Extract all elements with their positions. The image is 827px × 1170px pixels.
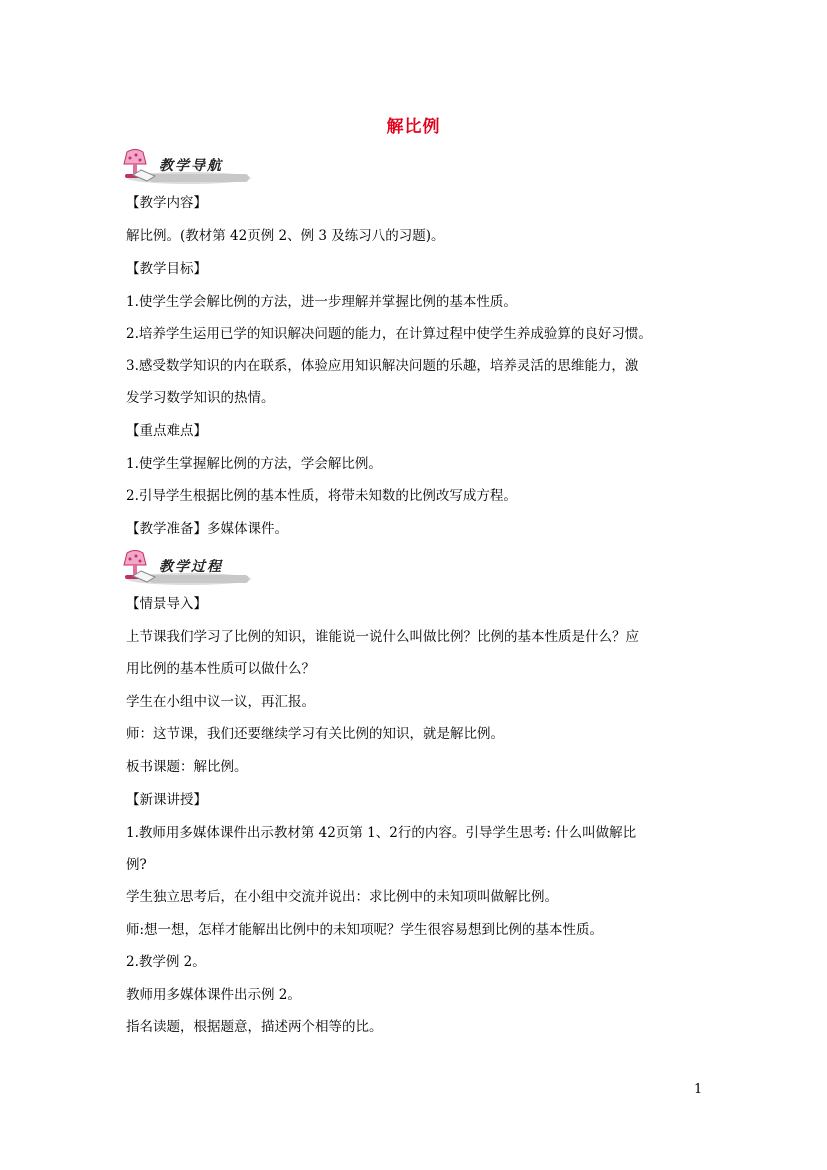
- line: 1.教师用多媒体课件出示教材第 42页第 1、2行的内容。引导学生思考: 什么叫做解比: [126, 825, 637, 841]
- line: 1.使学生学会解比例的方法，进一步理解并掌握比例的基本性质。: [126, 294, 517, 310]
- line: 【教学内容】: [126, 195, 207, 211]
- document-title: 解比例: [386, 117, 441, 137]
- line: 板书课题：解比例。: [126, 759, 248, 775]
- line: 上节课我们学习了比例的知识，谁能说一说什么叫做比例？比例的基本性质是什么？应: [126, 629, 639, 645]
- line: 【重点难点】: [126, 423, 207, 439]
- line: 师:想一想，怎样才能解出比例中的未知项呢？学生很容易想到比例的基本性质。: [126, 922, 604, 938]
- line: 师：这节课，我们还要继续学习有关比例的知识，就是解比例。: [126, 726, 504, 742]
- line: 2.培养学生运用已学的知识解决问题的能力，在计算过程中使学生养成验算的良好习惯。: [126, 326, 652, 342]
- line: 例?: [126, 857, 147, 873]
- line: 2.教学例 2。: [126, 954, 206, 970]
- line: 学生独立思考后，在小组中交流并说出：求比例中的未知项叫做解比例。: [126, 889, 558, 905]
- line: 解比例。(教材第 42页例 2、例 3 及练习八的习题)。: [126, 228, 445, 244]
- section-label: 教学导航: [159, 158, 223, 174]
- line: 发学习数学知识的热情。: [126, 390, 275, 406]
- line: 【教学目标】: [126, 261, 207, 277]
- line: 教师用多媒体课件出示例 2。: [126, 987, 301, 1003]
- line: 3.感受数学知识的内在联系，体验应用知识解决问题的乐趣，培养灵活的思维能力，激: [126, 358, 639, 374]
- line: 2.引导学生根据比例的基本性质，将带未知数的比例改写成方程。: [126, 488, 517, 504]
- section-header-teaching-process: [119, 549, 251, 587]
- line: 【新课讲授】: [126, 792, 207, 808]
- line: 用比例的基本性质可以做什么？: [126, 661, 315, 677]
- page-number: 1: [694, 1082, 703, 1097]
- section-label: 教学过程: [159, 559, 223, 575]
- section-header-teaching-navigation: [119, 148, 251, 186]
- line: 1.使学生掌握解比例的方法，学会解比例。: [126, 456, 382, 472]
- line: 【情景导入】: [126, 596, 207, 612]
- line: 【教学准备】多媒体课件。: [126, 521, 288, 537]
- line: 指名读题，根据题意，描述两个相等的比。: [126, 1019, 383, 1035]
- line: 学生在小组中议一议，再汇报。: [126, 694, 315, 710]
